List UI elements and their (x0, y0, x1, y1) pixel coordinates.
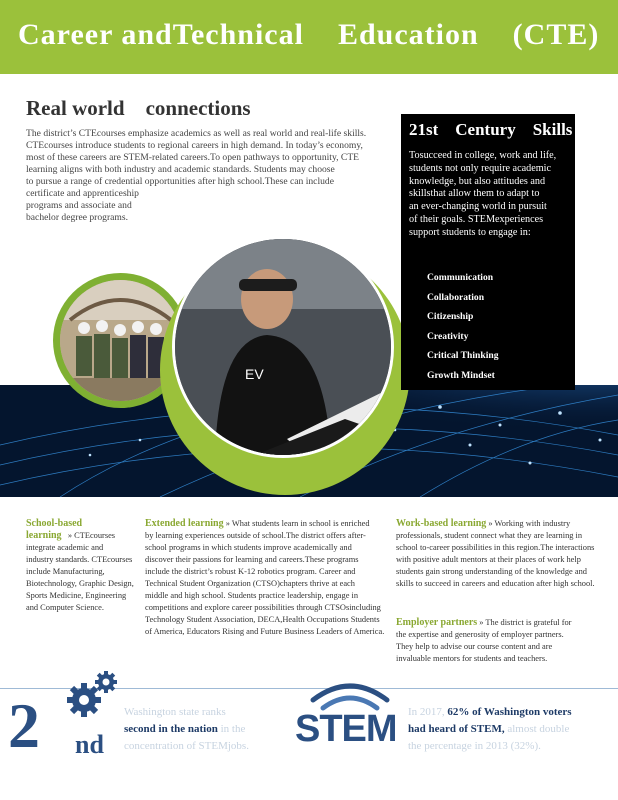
column-line: middle and high school. Students practice leadership, engage in (145, 591, 359, 600)
page-title: Career andTechnical Education (CTE) (18, 18, 600, 51)
student-computer-photo (172, 236, 394, 458)
skills-list (427, 272, 499, 389)
rank-suffix: nd (75, 730, 104, 759)
intro-line: most of these careers are STEM-related careers.To open pathways to opportunity, CTE (26, 152, 360, 163)
student-photo-graphic (175, 239, 391, 455)
stat-line: the percentage in 2013 (32%). (408, 740, 541, 752)
column-line: and Computer Science. (26, 603, 104, 612)
voters-statistic (408, 704, 608, 755)
column-line: include the district’s robust K-12 robotics program. Career and (145, 567, 356, 576)
skills-line: skillsthat allow them to adapt to (409, 188, 540, 200)
svg-text:EV: EV (245, 366, 264, 382)
extended-learning (145, 518, 385, 638)
skill-item: Citizenship (427, 311, 474, 322)
column-line: discover their passions for learning and careers.These programs (145, 555, 359, 564)
skill-item: Communication (427, 272, 494, 283)
intro-line: CTEcourses introduce students to regional careers in high demand. In today’s economy, (26, 140, 363, 151)
skills-line: an ever-changing world in pursuit (409, 201, 547, 213)
column-line: Sports Medicine, Engineering (26, 591, 127, 600)
column-line: industry standards. CTEcourses (26, 555, 133, 564)
gears-icon (62, 668, 122, 724)
skills-line: knowledge, but also attitudes and (409, 175, 546, 187)
stat-line: in the (217, 723, 246, 735)
column-heading: learning (26, 530, 62, 541)
column-line: Technical Student Organization (CTSO)chapters thrive at each (145, 579, 355, 588)
skill-item: Creativity (427, 330, 469, 342)
column-line: of America, Educators Rising and Future Business Leaders of America. (145, 627, 385, 636)
skill-item: Growth Mindset (427, 369, 495, 381)
column-heading: Work-based learning (396, 518, 487, 529)
column-line: invaluable mentors for students and teachers. (396, 654, 548, 663)
column-lead: » What students learn in school is enriched (223, 519, 370, 528)
skills-line: support students to engage in: (409, 226, 531, 238)
column-line: school to-career possibilities in this region.The interactions (396, 543, 595, 552)
column-heading: School-based (26, 518, 83, 529)
rank-number: 2 (8, 690, 40, 761)
school-based-learning (26, 518, 134, 614)
column-line: They help to advise our course content and are (396, 642, 553, 651)
intro-line: bachelor degree programs. (26, 212, 129, 223)
column-line: skills to succeed in careers and education after high school. (396, 579, 595, 588)
column-heading: Employer partners (396, 617, 478, 628)
column-line: students gain strong understanding of the knowledge and (396, 567, 587, 576)
intro-line: The district’s CTEcourses emphasize academics as well as real world and real-life skills. (26, 128, 367, 139)
intro-line: learning aligns with both industry and academic standards. Students may choose (26, 164, 335, 175)
skills-panel (401, 114, 575, 390)
section-heading: Real world connections (26, 96, 251, 120)
work-based-learning (396, 518, 596, 590)
skills-line: of their goals. STEMexperiences (409, 213, 544, 225)
column-line: by learning experiences outside of school.The district offers after- (145, 531, 366, 540)
column-line: school programs in which students improve academically and (145, 543, 352, 552)
employer-partners (396, 617, 596, 665)
stat-line: almost double (504, 723, 570, 735)
skills-description (409, 150, 573, 240)
column-line: with positive adult mentors at their places of work help (396, 555, 581, 564)
skills-line: students not only require academic (409, 162, 552, 174)
column-line: competitions and explore career possibilities through CTSOsincluding (145, 603, 381, 612)
column-line: include Manufacturing, (26, 567, 105, 576)
stat-highlight: second in the nation (124, 723, 218, 735)
column-line: professionals, student connect what they are learning in (396, 531, 583, 540)
intro-line: to pursue a range of credential opportunities after high school.These can include (26, 176, 334, 187)
column-heading: Extended learning (145, 518, 224, 529)
skills-title: 21st Century Skills (409, 120, 573, 139)
intro-line: programs and associate and (26, 200, 132, 211)
stat-line: concentration of STEMjobs. (124, 740, 249, 752)
stat-line: In 2017, (408, 706, 448, 718)
column-line: integrate academic and (26, 543, 104, 552)
column-lead: » Working with industry (486, 519, 571, 528)
intro-line: certificate and apprenticeship (26, 188, 139, 199)
stat-highlight: had heard of STEM, (408, 723, 505, 735)
column-line: the expertise and generosity of employer partners. (396, 630, 564, 639)
column-lead: » CTEcourses (67, 531, 116, 540)
stat-highlight: 62% of Washington voters (447, 706, 572, 718)
skill-item: Collaboration (427, 291, 485, 303)
rank-statistic (124, 704, 272, 755)
stem-logo-text: STEM (295, 708, 397, 750)
intro-paragraph (26, 128, 374, 224)
column-line: Biotechnology, Graphic Design, (26, 579, 134, 588)
stat-line: Washington state ranks (124, 706, 226, 718)
column-line: Technology Student Association, DECA,Health Occupations Students (145, 615, 380, 624)
skills-line: Tosucceed in college, work and life, (409, 150, 557, 161)
column-lead: » The district is grateful for (477, 618, 572, 627)
skill-item: Critical Thinking (427, 350, 499, 361)
